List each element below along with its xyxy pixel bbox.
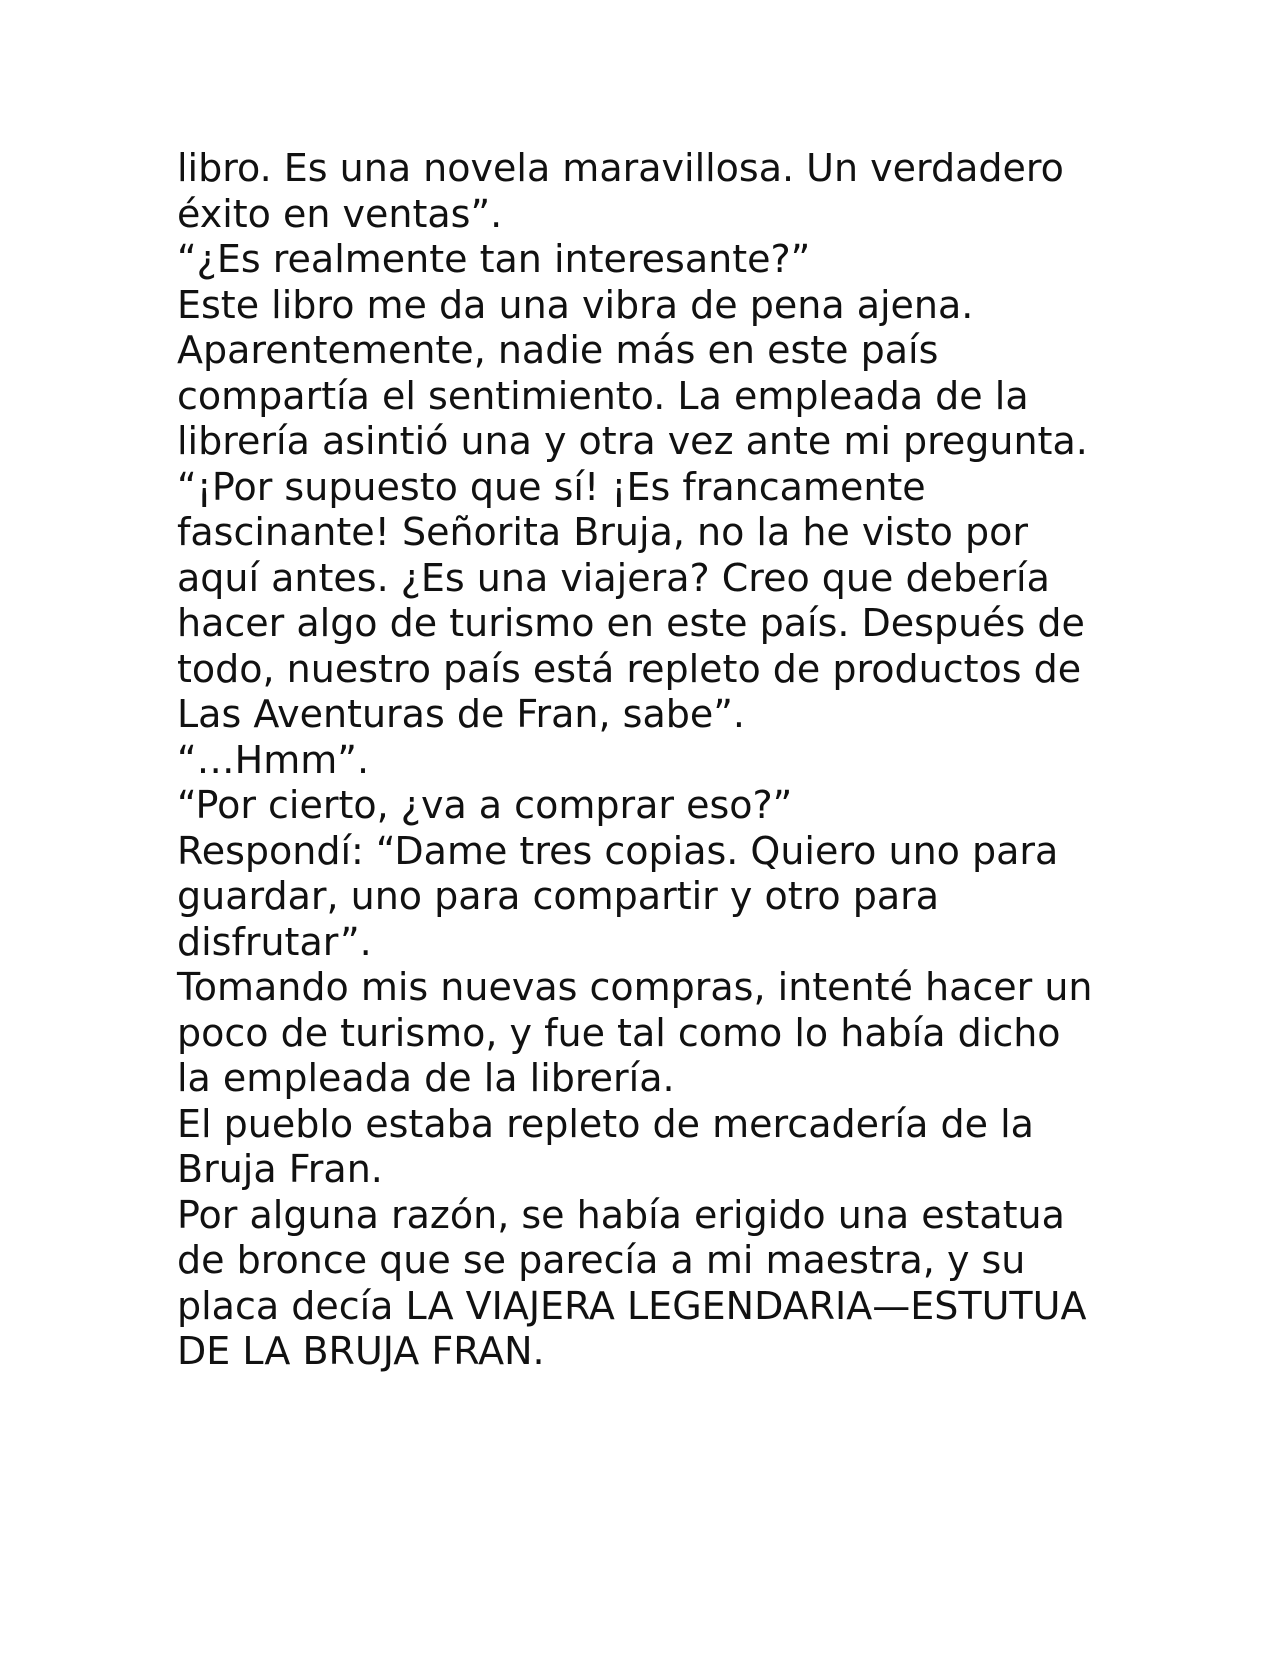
text-line-17: guardar, uno para compartir y otro para xyxy=(177,874,940,918)
text-line-4: Este libro me da una vibra de pena ajena. xyxy=(177,282,974,327)
text-line-7: librería asintió una y otra vez ante mi pregunta. xyxy=(177,419,1088,463)
text-line-27: DE LA BRUJA FRAN. xyxy=(177,1329,545,1373)
text-line-1: libro. Es una novela maravillosa. Un verdadero xyxy=(177,146,1064,190)
text-line-5: Aparentemente, nadie más en este país xyxy=(177,328,939,372)
text-line-16: Respondí: “Dame tres copias. Quiero uno para xyxy=(177,828,1059,873)
text-line-19: Tomando mis nuevas compras, intenté hacer un xyxy=(177,965,1093,1009)
text-line-21: la empleada de la librería. xyxy=(177,1056,675,1100)
text-line-10: aquí antes. ¿Es una viajera? Creo que debería xyxy=(177,555,1050,600)
text-line-6: compartía el sentimiento. La empleada de la xyxy=(177,373,1029,418)
text-line-3: “¿Es realmente tan interesante?” xyxy=(177,237,811,281)
text-line-18: disfrutar”. xyxy=(177,919,372,964)
text-line-8: “¡Por supuesto que sí! ¡Es francamente xyxy=(177,464,926,509)
text-line-2: éxito en ventas”. xyxy=(177,191,503,236)
text-line-26: placa decía LA VIAJERA LEGENDARIA—ESTUTUA xyxy=(177,1283,1087,1328)
text-line-23: Bruja Fran. xyxy=(177,1147,383,1191)
text-line-14: “…Hmm”. xyxy=(177,737,370,782)
text-line-25: de bronce que se parecía a mi maestra, y su xyxy=(177,1238,1026,1282)
text-line-22: El pueblo estaba repleto de mercadería de la xyxy=(177,1101,1034,1146)
text-line-15: “Por cierto, ¿va a comprar eso?” xyxy=(177,783,793,827)
text-line-24: Por alguna razón, se había erigido una estatua xyxy=(177,1192,1065,1237)
text-line-11: hacer algo de turismo en este país. Después de xyxy=(177,601,1085,645)
body-text xyxy=(177,146,1117,1375)
text-line-20: poco de turismo, y fue tal como lo había dicho xyxy=(177,1010,1061,1055)
text-line-9: fascinante! Señorita Bruja, no la he visto por xyxy=(177,510,1028,554)
text-line-12: todo, nuestro país está repleto de productos de xyxy=(177,646,1082,691)
text-line-13: Las Aventuras de Fran, sabe”. xyxy=(177,692,745,736)
